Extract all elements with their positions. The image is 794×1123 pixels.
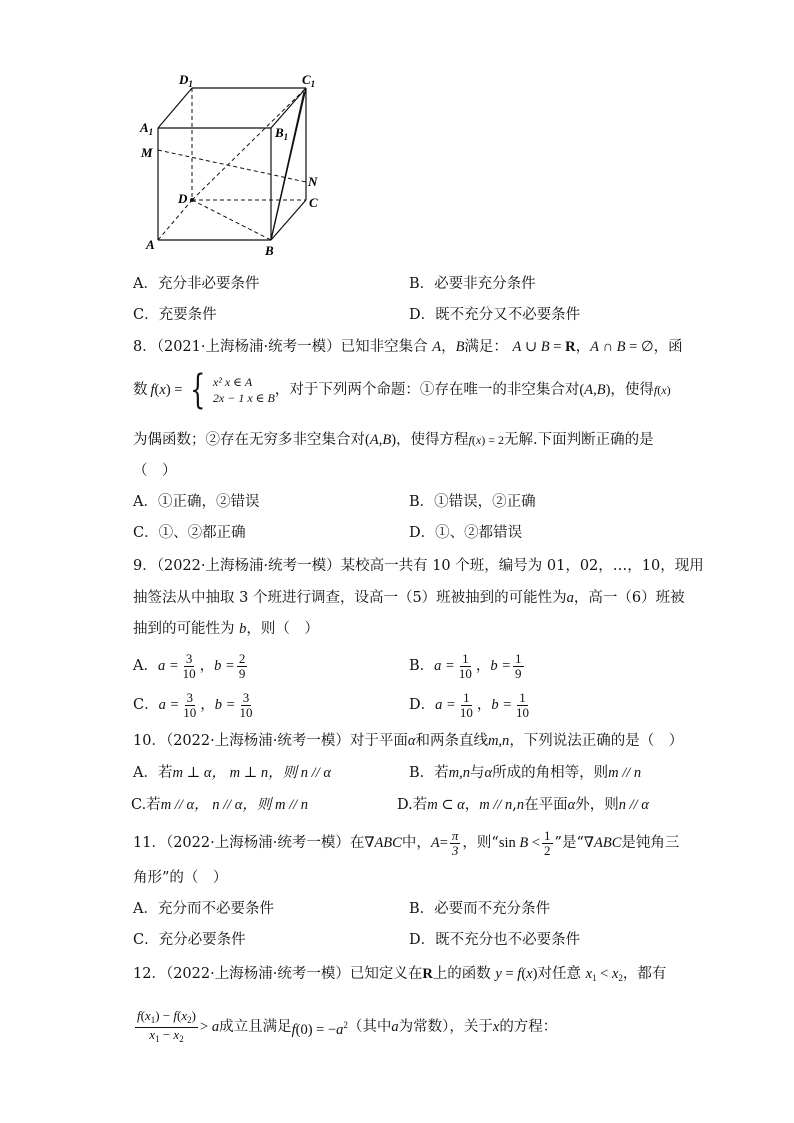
- q8-stem-line1: 8．（2021·上海杨浦·统考一模）已知非空集合 A，B满足： A ∪ B = R，A ∩ B = ∅，函: [133, 339, 683, 355]
- q7-option-b: B．必要非充分条件: [409, 276, 536, 292]
- edge-a1-d1: [158, 88, 192, 128]
- q7-option-a: A．充分非必要条件: [133, 276, 260, 292]
- q10-option-c: C.若m // α， n // α，则 m // n: [131, 797, 309, 813]
- q11-option-c: C．充分必要条件: [133, 932, 246, 948]
- label-a1: $A_1$: [140, 120, 154, 137]
- edge-a-d: [158, 200, 192, 240]
- q11-option-a: A．充分而不必要条件: [133, 901, 274, 917]
- q11-option-d: D．既不充分也不必要条件: [409, 932, 581, 948]
- q8-stem-line4: （ ）: [133, 463, 177, 479]
- label-a: A: [146, 237, 155, 252]
- q12-stem-line2: $\frac{f(x_1) - f(x_2)}{x_1 - x_2}$ > a 成立且满足 $f(0) = -a^2$ （其中 a 为常数），关于 x 的方程：: [137, 1007, 558, 1044]
- label-b: B: [265, 243, 274, 258]
- segment-b1-c1-diag: [271, 92, 304, 240]
- q9-option-b: B． a = $\frac{1}{10}$ ， b = $\frac{1}{9}$: [409, 650, 522, 681]
- q9-option-d: D． a = $\frac{1}{10}$ ， b = $\frac{1}{10}$: [409, 689, 529, 720]
- q11-stem-line1: 11．（2022·上海杨浦·统考一模）在 ∇ABC 中， A = $\frac{\pi}{3}$ ，则“ sin B < $\frac{1}{2}$ ”是“ ∇ABC 是钝角三: [133, 827, 680, 858]
- q8-option-a: A．①正确，②错误: [133, 494, 260, 510]
- q9-option-c: C． a = $\frac{3}{10}$ ， b = $\frac{3}{10}$: [133, 689, 253, 720]
- edge-b-c: [271, 200, 306, 240]
- q7-option-d: D．既不充分又不必要条件: [409, 307, 581, 323]
- q10-option-b: B．若m,n与α所成的角相等，则m // n: [409, 765, 642, 781]
- label-m: M: [141, 145, 153, 160]
- q11-stem-line2: 角形”的（ ）: [133, 870, 228, 886]
- segment-d-c1: [192, 88, 306, 200]
- segment-d-b: [192, 200, 271, 240]
- q8-option-d: D．①、②都错误: [409, 525, 523, 541]
- q10-stem: 10．（2022·上海杨浦·统考一模）对于平面α和两条直线m,n，下列说法正确的是（ ）: [133, 733, 684, 749]
- q10-option-d: D.若m ⊂ α，m // n,n在平面α外，则n // α: [397, 797, 649, 813]
- q8-option-b: B．①错误，②正确: [409, 494, 536, 510]
- label-d1: $D_1$: [179, 72, 193, 89]
- q9-stem-line2: 抽签法从中抽取 3 个班进行调查，设高一（5）班被抽到的可能性为a，高一（6）班被: [133, 590, 685, 606]
- q7-option-c: C．充要条件: [133, 307, 217, 323]
- label-n: N: [308, 174, 318, 189]
- q9-stem-line3: 抽到的可能性为 b，则（ ）: [133, 621, 319, 637]
- q10-option-a: A．若m ⊥ α， m ⊥ n，则 n // α: [133, 765, 331, 781]
- cube-figure: [0, 0, 794, 260]
- q8-piecewise: { x² x ∈ A 2x − 1 x ∈ B: [190, 367, 275, 413]
- q8-stem-line2: 数 f(x) = { x² x ∈ A 2x − 1 x ∈ B ，对于下列两个命题：①存在唯一的非空集合对 (A,B) ，使得 f(x): [133, 367, 671, 413]
- q8-option-c: C．①、②都正确: [133, 525, 246, 541]
- q9-stem-line1: 9．（2022·上海杨浦·统考一模）某校高一共有 10 个班，编号为 01，02，…，10，现用: [133, 558, 704, 574]
- segment-m-n: [158, 150, 306, 182]
- q11-option-b: B．必要而不充分条件: [409, 901, 551, 917]
- q12-stem-line1: 12．（2022·上海杨浦·统考一模）已知定义在R上的函数 y = f(x)对任意 $x_1 < x_2$，都有: [133, 966, 667, 983]
- label-c: C: [309, 195, 318, 210]
- q9-option-a: A． a = $\frac{3}{10}$ ， b = $\frac{2}{9}$: [133, 650, 246, 681]
- label-d: D: [178, 191, 188, 206]
- q8-stem-line3: 为偶函数；②存在无穷多非空集合对(A,B)，使得方程f(x) = 2无解.下面判断正确的是: [133, 432, 654, 448]
- label-b1: $B_1$: [275, 125, 289, 142]
- point-d: [190, 198, 194, 202]
- label-c1: $C_1$: [302, 72, 316, 89]
